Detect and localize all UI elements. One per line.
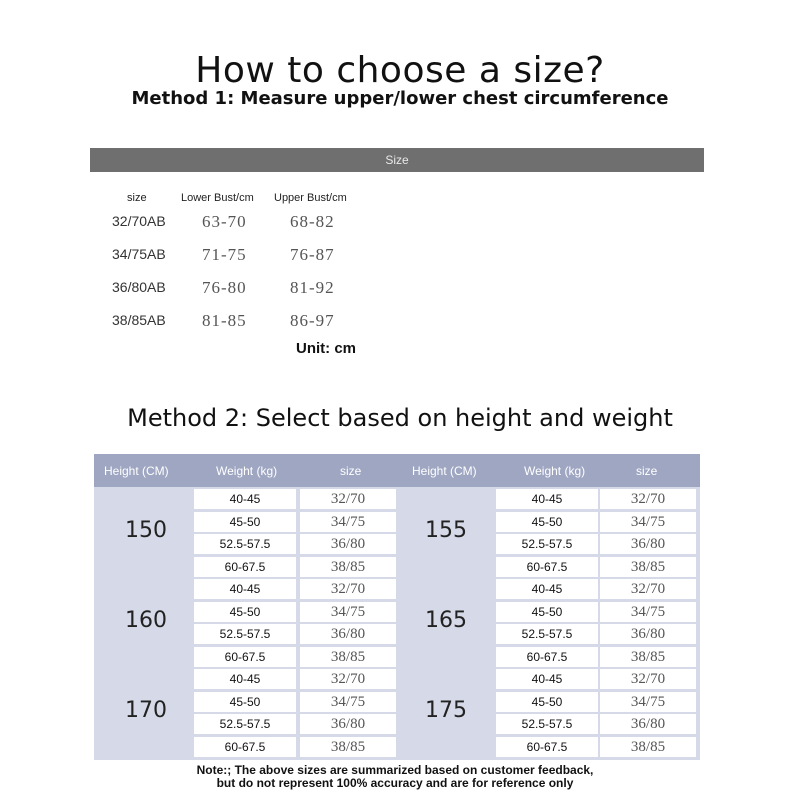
size-cell: 34/75 [300, 512, 396, 532]
height-value: 150 [125, 518, 167, 543]
size-cell: 32/70 [300, 579, 396, 599]
upper-bust-cell: 68-82 [290, 212, 335, 231]
size-cell: 38/85AB [112, 312, 166, 328]
size-cell: 36/80 [600, 714, 696, 734]
size-cell: 36/80 [300, 714, 396, 734]
size-cell: 32/70 [300, 669, 396, 689]
column-header-size: size [636, 464, 658, 478]
height-value: 175 [425, 698, 467, 723]
weight-cell: 45-50 [194, 512, 296, 532]
column-header-height: Height (CM) [104, 464, 169, 478]
page-title: How to choose a size? [195, 50, 605, 91]
weight-cell: 52.5-57.5 [194, 714, 296, 734]
size-cell: 32/70 [300, 489, 396, 509]
weight-cell: 40-45 [194, 669, 296, 689]
size-cell: 34/75 [600, 692, 696, 712]
weight-cell: 45-50 [496, 512, 598, 532]
note-line-2: but do not represent 100% accuracy and are for reference only [216, 776, 574, 790]
column-header-upper-bust: Upper Bust/cm [274, 192, 347, 204]
size-cell: 38/85 [600, 557, 696, 577]
size-cell: 34/75AB [112, 246, 166, 262]
size-cell: 36/80 [300, 624, 396, 644]
size-cell: 38/85 [600, 737, 696, 757]
weight-cell: 60-67.5 [194, 557, 296, 577]
column-header-height: Height (CM) [412, 464, 477, 478]
weight-cell: 45-50 [496, 602, 598, 622]
upper-bust-cell: 86-97 [290, 311, 335, 330]
lower-bust-cell: 63-70 [202, 212, 247, 231]
weight-cell: 45-50 [496, 692, 598, 712]
column-header-size: size [340, 464, 362, 478]
weight-cell: 40-45 [194, 489, 296, 509]
size-cell: 38/85 [600, 647, 696, 667]
weight-cell: 52.5-57.5 [496, 624, 598, 644]
size-cell: 32/70 [600, 489, 696, 509]
weight-cell: 60-67.5 [496, 557, 598, 577]
weight-cell: 40-45 [194, 579, 296, 599]
weight-cell: 40-45 [496, 489, 598, 509]
size-header-bar: Size [90, 148, 704, 172]
size-cell: 32/70 [600, 669, 696, 689]
upper-bust-cell: 76-87 [290, 245, 335, 264]
size-cell: 32/70 [600, 579, 696, 599]
disclaimer-note [0, 764, 790, 790]
column-header-lower-bust: Lower Bust/cm [181, 192, 254, 204]
height-value: 165 [425, 608, 467, 633]
size-cell: 36/80 [600, 624, 696, 644]
weight-cell: 60-67.5 [496, 647, 598, 667]
height-value: 160 [125, 608, 167, 633]
method1-subtitle: Method 1: Measure upper/lower chest circumference [131, 88, 669, 109]
unit-label: Unit: cm [296, 340, 356, 357]
weight-cell: 60-67.5 [194, 737, 296, 757]
method2-table [94, 454, 700, 760]
size-cell: 36/80 [600, 534, 696, 554]
weight-cell: 52.5-57.5 [496, 714, 598, 734]
size-cell: 38/85 [300, 557, 396, 577]
method2-title: Method 2: Select based on height and weight [127, 404, 673, 432]
weight-cell: 52.5-57.5 [194, 534, 296, 554]
weight-cell: 40-45 [496, 669, 598, 689]
weight-cell: 45-50 [194, 602, 296, 622]
weight-cell: 52.5-57.5 [496, 534, 598, 554]
lower-bust-cell: 71-75 [202, 245, 247, 264]
lower-bust-cell: 81-85 [202, 311, 247, 330]
table-header-row [94, 454, 700, 487]
weight-cell: 60-67.5 [496, 737, 598, 757]
weight-cell: 60-67.5 [194, 647, 296, 667]
size-cell: 34/75 [300, 692, 396, 712]
size-cell: 36/80 [300, 534, 396, 554]
size-cell: 38/85 [300, 647, 396, 667]
size-cell: 34/75 [600, 602, 696, 622]
size-cell: 34/75 [600, 512, 696, 532]
height-value: 155 [425, 518, 467, 543]
size-cell: 38/85 [300, 737, 396, 757]
column-header-weight: Weight (kg) [216, 464, 278, 478]
upper-bust-cell: 81-92 [290, 278, 335, 297]
note-line-1: Note:; The above sizes are summarized based on customer feedback, [196, 763, 594, 777]
size-cell: 34/75 [300, 602, 396, 622]
size-cell: 36/80AB [112, 279, 166, 295]
height-value: 170 [125, 698, 167, 723]
size-cell: 32/70AB [112, 213, 166, 229]
weight-cell: 52.5-57.5 [194, 624, 296, 644]
weight-cell: 45-50 [194, 692, 296, 712]
lower-bust-cell: 76-80 [202, 278, 247, 297]
column-header-weight: Weight (kg) [524, 464, 586, 478]
weight-cell: 40-45 [496, 579, 598, 599]
column-header-size: size [127, 192, 147, 204]
